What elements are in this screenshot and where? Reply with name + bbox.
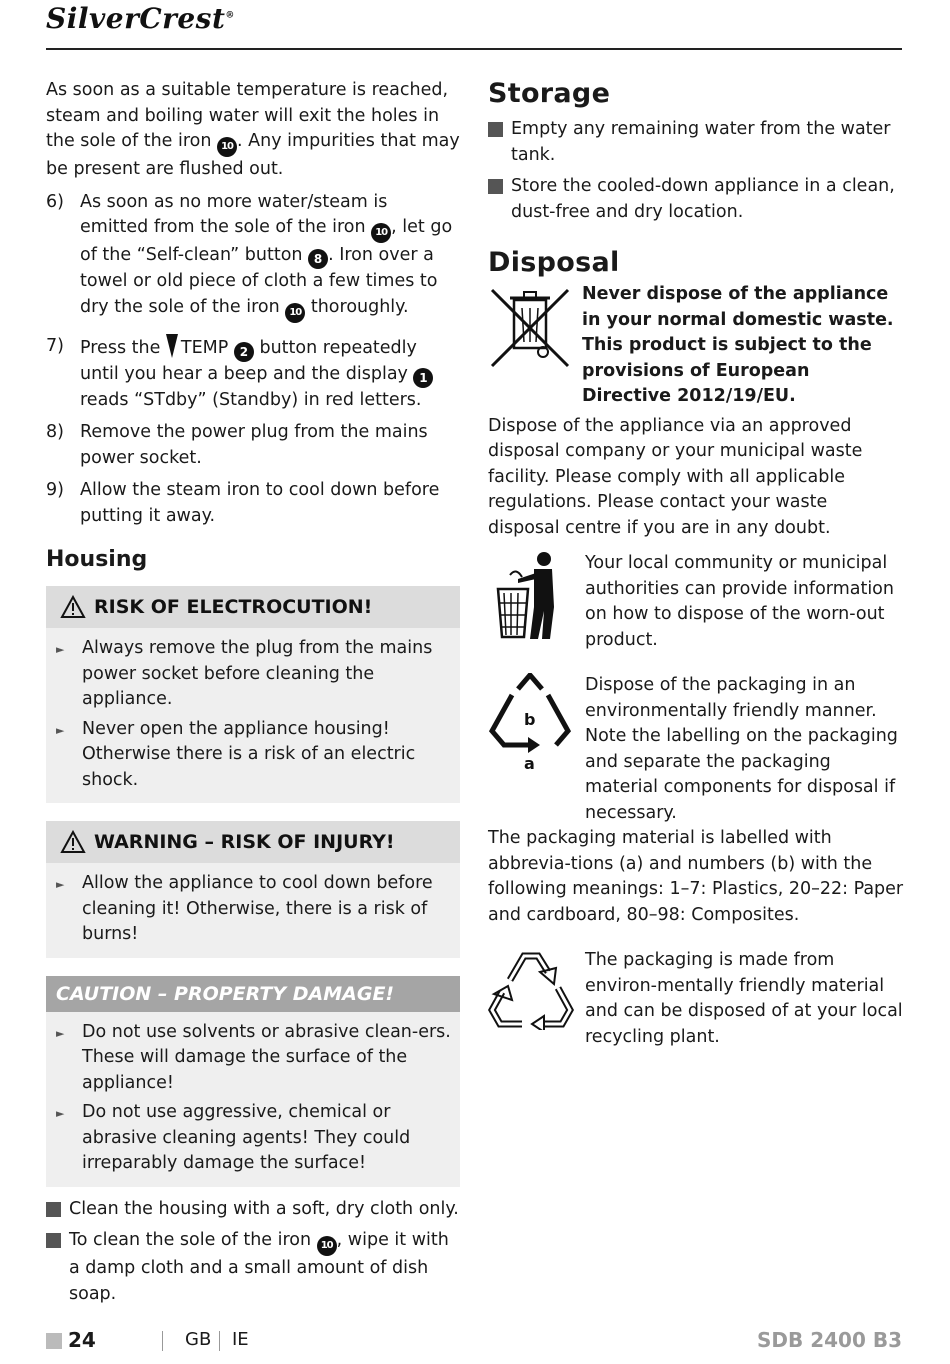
recycling-arrows-icon [488,948,574,1030]
footer-square-icon [46,1333,62,1349]
temp-down-icon [166,334,178,358]
injury-warning-box [46,821,460,958]
caution-item: ► Do not use aggressive, chemical or abrasive cleaning agents! They could irreparably damage the surface! [56,1100,452,1177]
language-code: GB [185,1329,212,1350]
disposal-paragraph: Dispose of the appliance via an approved disposal company or your municipal waste facility. Please comply with all applicable regulations. Please contact your waste disposal centre if you are in any doubt. [488,415,863,538]
recycling-code-icon [488,673,574,773]
brand-logo: SilverCrest® [46,2,235,35]
divider [162,1331,163,1351]
arrow-icon: ► [56,1107,65,1120]
page-number: 24 [68,1328,96,1352]
crossed-bin-icon [488,282,572,372]
bullet-item: To clean the sole of the iron 10 , wipe it with a damp cloth and a small amount of dish soap. [46,1228,460,1307]
language-code: IE [232,1329,249,1350]
warning-item: ► Never open the appliance housing! Otherwise there is a risk of an electric shock. [56,717,452,794]
svg-text:a: a [524,754,535,773]
warning-triangle-icon [60,595,86,619]
housing-heading: Housing [46,547,148,572]
packaging-info: b a Dispose of the packaging in an environmentally friendly manner. Note the labelling on the packaging and separate the packaging material components for disposal if necessary. [488,673,904,826]
intro-paragraph: As soon as a suitable temperature is reached, steam and boiling water will exit the holes in the sole of the iron 10 . Any impurities that may be present are flushed out. [46,80,460,179]
header-rule [46,48,902,50]
page-footer [46,1326,902,1356]
part-number-badge: 10 [317,1236,337,1256]
arrow-icon: ► [56,643,65,656]
part-number-badge: 10 [217,137,237,157]
labelling-paragraph: The packaging material is labelled with abbrevia-tions (a) and numbers (b) with the following meanings: 1–7: Plastics, 20–22: Paper and cardboard, 80–98: Composites. [488,828,904,925]
arrow-icon: ► [56,878,65,891]
model-number: SDB 2400 B3 [757,1328,902,1352]
tidyman-bin-icon [488,551,560,641]
storage-item: Empty any remaining water from the water tank. [488,117,904,168]
square-bullet-icon [46,1233,61,1248]
square-bullet-icon [46,1202,61,1217]
square-bullet-icon [488,122,503,137]
right-column [488,78,904,1050]
storage-item: Store the cooled-down appliance in a clean, dust-free and dry location. [488,174,904,225]
community-info: Your local community or municipal authorities can provide information on how to dispose of the worn-out product. [488,551,904,653]
warning-item: ► Always remove the plug from the mains power socket before cleaning the appliance. [56,636,452,713]
warning-title: RISK OF ELECTROCUTION! [94,596,373,618]
caution-title: CAUTION – PROPERTY DAMAGE! [46,976,460,1012]
electrocution-warning-box [46,586,460,803]
caution-box [46,976,460,1187]
divider [219,1331,220,1351]
bullet-item: Clean the housing with a soft, dry cloth only. [46,1197,460,1223]
step-6: 6) As soon as no more water/steam is emitted from the sole of the iron 10 , let go of the “Self-clean” button 8 . Iron over a towel or old piece of cloth a few times to dry the sole of the iron 10 thoroughly. [46,190,460,323]
part-number-badge: 1 [413,368,433,388]
square-bullet-icon [488,179,503,194]
part-number-badge: 10 [371,223,391,243]
weee-warning: Never dispose of the appliance in your normal domestic waste. This product is subject to the provisions of European Directive 2012/19/EU. [488,282,904,410]
storage-heading: Storage [488,78,611,109]
part-number-badge: 8 [308,249,328,269]
recycling-info: The packaging is made from environ-mentally friendly material and can be disposed of at your local recycling plant. [488,948,904,1050]
left-column [46,78,460,1307]
step-9: 9) Allow the steam iron to cool down before putting it away. [46,480,440,526]
svg-text:b: b [524,710,536,729]
warning-triangle-icon [60,830,86,854]
part-number-badge: 10 [285,303,305,323]
disposal-heading: Disposal [488,247,620,278]
step-8: 8) Remove the power plug from the mains power socket. [46,422,428,468]
warning-item: ► Allow the appliance to cool down before cleaning it! Otherwise, there is a risk of burns! [56,871,452,948]
arrow-icon: ► [56,723,65,737]
step-7: 7) Press the TEMP 2 button repeatedly until you hear a beep and the display 1 reads “STdby” (Standby) in red letters. [46,334,460,414]
arrow-icon: ► [56,1026,65,1040]
part-number-badge: 2 [234,342,254,362]
warning-title: WARNING – RISK OF INJURY! [94,831,395,853]
caution-item: ► Do not use solvents or abrasive clean-ers. These will damage the surface of the appliance! [56,1020,452,1097]
